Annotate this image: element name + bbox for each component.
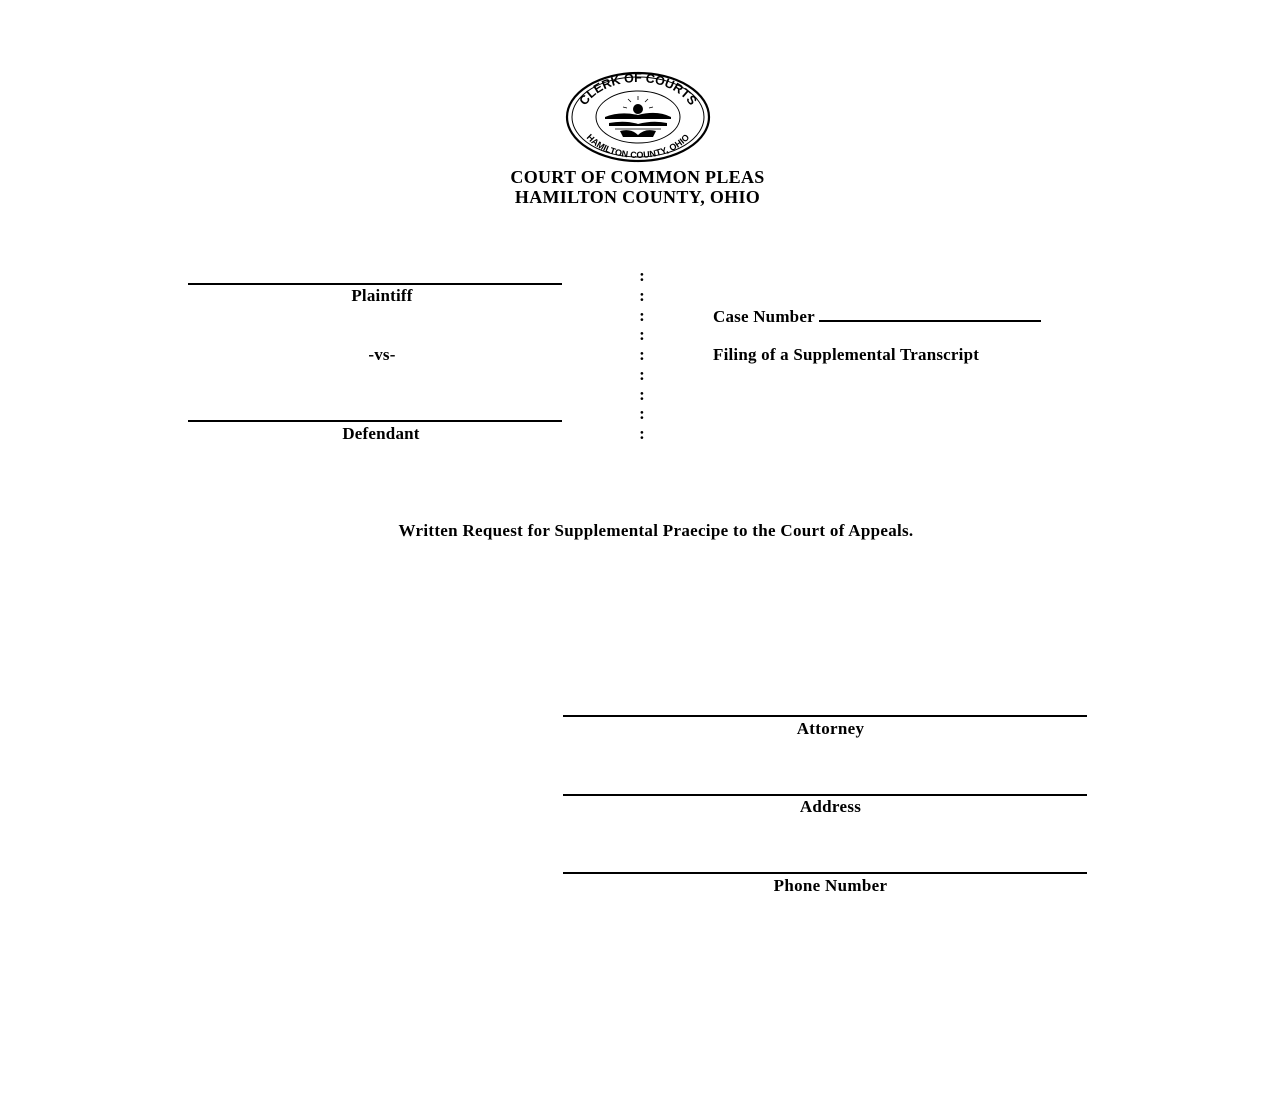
caption-separator: : [639,325,645,344]
court-name: COURT OF COMMON PLEAS [510,167,765,187]
seal-top-text: CLERK OF COURTS [576,71,700,108]
case-number-label: Case Number [713,307,815,326]
versus-label: -vs- [368,345,396,364]
caption-separator: : [639,424,645,443]
filing-title: Filing of a Supplemental Transcript [713,345,980,364]
phone-number-label: Phone Number [773,876,888,895]
caption-separator: : [639,404,645,423]
plaintiff-signature-line [188,283,562,285]
caption-separator: : [639,306,645,325]
address-label: Address [799,797,862,816]
caption-separator: : [639,365,645,384]
caption-separator: : [639,385,645,404]
case-number-row [713,306,1041,327]
caption-separator: : [639,345,645,364]
defendant-label: Defendant [342,424,420,443]
caption-separator: : [639,266,645,285]
caption-separator: : [639,286,645,305]
seal-bottom-text: HAMILTON COUNTY, OHIO [584,132,692,161]
county-name: HAMILTON COUNTY, OHIO [514,187,761,207]
clerk-of-courts-seal [565,71,711,163]
attorney-label: Attorney [796,719,865,738]
case-number-field[interactable] [819,306,1041,322]
defendant-signature-line [188,420,562,422]
plaintiff-label: Plaintiff [351,286,413,305]
phone-number-line [563,872,1087,874]
request-title: Written Request for Supplemental Praecipe to the Court of Appeals. [398,521,914,540]
address-line [563,794,1087,796]
attorney-signature-line [563,715,1087,717]
